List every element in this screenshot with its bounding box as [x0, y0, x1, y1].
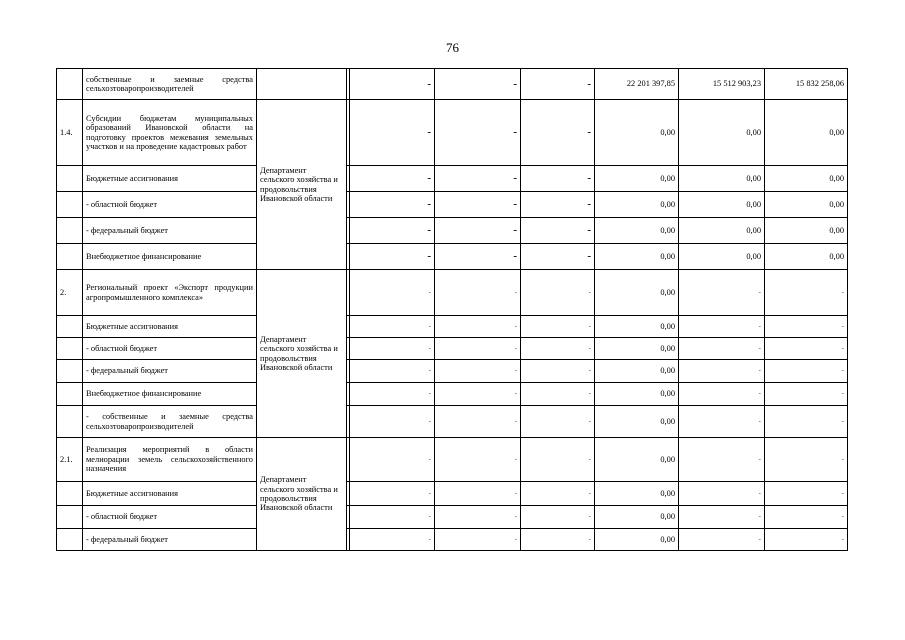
table-row — [57, 482, 848, 506]
value-cell: - — [521, 166, 595, 192]
value-cell: - — [521, 244, 595, 270]
value-cell: - — [521, 100, 595, 166]
table-row — [57, 316, 848, 338]
value-cell: - — [521, 529, 595, 551]
amount-cell: 0,00 — [595, 482, 679, 506]
row-name: - областной бюджет — [83, 192, 257, 218]
amount-cell: 0,00 — [679, 166, 765, 192]
row-number — [57, 506, 83, 529]
value-cell: - — [350, 166, 435, 192]
amount-cell: 0,00 — [595, 316, 679, 338]
row-name: Региональный проект «Экспорт продукции агропромышленного комплекса» — [83, 270, 257, 316]
value-cell: - — [679, 383, 765, 406]
table-row — [57, 506, 848, 529]
value-cell: - — [435, 360, 521, 383]
row-number — [57, 218, 83, 244]
value-cell: - — [679, 360, 765, 383]
table-row — [57, 406, 848, 438]
amount-cell: 0,00 — [595, 166, 679, 192]
amount-cell: 0,00 — [595, 529, 679, 551]
row-name: Внебюджетное финансирование — [83, 244, 257, 270]
value-cell: - — [435, 316, 521, 338]
value-cell: - — [521, 270, 595, 316]
value-cell: - — [350, 529, 435, 551]
value-cell: - — [350, 338, 435, 360]
row-number: 2. — [57, 270, 83, 316]
row-name: Реализация мероприятий в области мелиорации земель сельскохозяйственного назначения — [83, 438, 257, 482]
row-number — [57, 244, 83, 270]
value-cell: - — [765, 316, 848, 338]
value-cell: - — [765, 360, 848, 383]
value-cell: - — [350, 218, 435, 244]
value-cell: - — [679, 338, 765, 360]
value-cell: - — [435, 506, 521, 529]
amount-cell: 0,00 — [679, 192, 765, 218]
row-number — [57, 316, 83, 338]
value-cell: - — [679, 482, 765, 506]
department-cell: Департамент сельского хозяйства и продовольствия Ивановской области — [257, 438, 347, 551]
value-cell: - — [350, 270, 435, 316]
amount-cell: 15 832 258,06 — [765, 69, 848, 100]
department-cell — [257, 69, 347, 100]
value-cell: - — [679, 529, 765, 551]
amount-cell: 15 512 903,23 — [679, 69, 765, 100]
value-cell: - — [521, 482, 595, 506]
value-cell: - — [350, 438, 435, 482]
value-cell: - — [350, 360, 435, 383]
row-number: 2.1. — [57, 438, 83, 482]
row-number: 1.4. — [57, 100, 83, 166]
row-number — [57, 166, 83, 192]
value-cell: - — [679, 438, 765, 482]
row-name: - федеральный бюджет — [83, 529, 257, 551]
amount-cell: 0,00 — [765, 218, 848, 244]
amount-cell: 22 201 397,85 — [595, 69, 679, 100]
value-cell: - — [765, 406, 848, 438]
row-number — [57, 482, 83, 506]
value-cell: - — [350, 406, 435, 438]
value-cell: - — [521, 506, 595, 529]
value-cell: - — [435, 100, 521, 166]
row-name: Бюджетные ассигнования — [83, 166, 257, 192]
amount-cell: 0,00 — [765, 100, 848, 166]
amount-cell: 0,00 — [595, 383, 679, 406]
value-cell: - — [435, 438, 521, 482]
amount-cell: 0,00 — [595, 218, 679, 244]
amount-cell: 0,00 — [595, 244, 679, 270]
row-number — [57, 338, 83, 360]
value-cell: - — [521, 338, 595, 360]
value-cell: - — [435, 192, 521, 218]
amount-cell: 0,00 — [765, 166, 848, 192]
table-row — [57, 100, 848, 166]
value-cell: - — [679, 406, 765, 438]
row-name: - областной бюджет — [83, 506, 257, 529]
value-cell: - — [679, 316, 765, 338]
amount-cell: 0,00 — [595, 338, 679, 360]
row-number — [57, 383, 83, 406]
value-cell: - — [765, 270, 848, 316]
amount-cell: 0,00 — [595, 438, 679, 482]
row-name: собственные и заемные средства сельхозтоваропроизводителей — [83, 69, 257, 100]
budget-table — [56, 68, 848, 551]
amount-cell: 0,00 — [765, 192, 848, 218]
value-cell: - — [765, 482, 848, 506]
value-cell: - — [435, 166, 521, 192]
value-cell: - — [521, 360, 595, 383]
table-row — [57, 244, 848, 270]
table-row — [57, 166, 848, 192]
amount-cell: 0,00 — [595, 406, 679, 438]
value-cell: - — [350, 244, 435, 270]
value-cell: - — [435, 482, 521, 506]
value-cell: - — [350, 316, 435, 338]
value-cell: - — [521, 192, 595, 218]
value-cell: - — [435, 529, 521, 551]
table-row — [57, 338, 848, 360]
value-cell: - — [521, 316, 595, 338]
amount-cell: 0,00 — [765, 244, 848, 270]
value-cell: - — [435, 244, 521, 270]
department-cell: Департамент сельского хозяйства и продовольствия Ивановской области — [257, 100, 347, 270]
amount-cell: 0,00 — [595, 360, 679, 383]
value-cell: - — [435, 406, 521, 438]
row-name: Бюджетные ассигнования — [83, 316, 257, 338]
value-cell: - — [521, 383, 595, 406]
row-name: - федеральный бюджет — [83, 360, 257, 383]
amount-cell: 0,00 — [679, 244, 765, 270]
value-cell: - — [435, 69, 521, 100]
row-name: - собственные и заемные средства сельхозтоваропроизводителей — [83, 406, 257, 438]
amount-cell: 0,00 — [679, 218, 765, 244]
value-cell: - — [350, 69, 435, 100]
value-cell: - — [350, 100, 435, 166]
table-row — [57, 218, 848, 244]
value-cell: - — [765, 438, 848, 482]
row-number — [57, 406, 83, 438]
row-name: Субсидии бюджетам муниципальных образований Ивановской области на подготовку проектов межевания земельных участков и на проведение кадастровых работ — [83, 100, 257, 166]
value-cell: - — [350, 482, 435, 506]
amount-cell: 0,00 — [595, 192, 679, 218]
value-cell: - — [350, 192, 435, 218]
table-row — [57, 270, 848, 316]
row-name: - федеральный бюджет — [83, 218, 257, 244]
page-number: 76 — [446, 40, 459, 55]
row-name: - областной бюджет — [83, 338, 257, 360]
value-cell: - — [435, 270, 521, 316]
value-cell: - — [435, 383, 521, 406]
value-cell: - — [521, 218, 595, 244]
value-cell: - — [679, 270, 765, 316]
value-cell: - — [765, 529, 848, 551]
value-cell: - — [521, 69, 595, 100]
table-row — [57, 192, 848, 218]
value-cell: - — [435, 218, 521, 244]
amount-cell: 0,00 — [595, 100, 679, 166]
row-number — [57, 69, 83, 100]
amount-cell: 0,00 — [595, 270, 679, 316]
table-row — [57, 438, 848, 482]
value-cell: - — [350, 383, 435, 406]
table-row — [57, 360, 848, 383]
value-cell: - — [521, 438, 595, 482]
row-number — [57, 529, 83, 551]
value-cell: - — [765, 383, 848, 406]
value-cell: - — [765, 506, 848, 529]
table-row — [57, 69, 848, 100]
row-name: Внебюджетное финансирование — [83, 383, 257, 406]
value-cell: - — [765, 338, 848, 360]
value-cell: - — [521, 406, 595, 438]
row-number — [57, 192, 83, 218]
department-cell: Департамент сельского хозяйства и продовольствия Ивановской области — [257, 270, 347, 438]
amount-cell: 0,00 — [679, 100, 765, 166]
table-row — [57, 383, 848, 406]
value-cell: - — [435, 338, 521, 360]
amount-cell: 0,00 — [595, 506, 679, 529]
row-number — [57, 360, 83, 383]
value-cell: - — [679, 506, 765, 529]
value-cell: - — [350, 506, 435, 529]
row-name: Бюджетные ассигнования — [83, 482, 257, 506]
table-row — [57, 529, 848, 551]
